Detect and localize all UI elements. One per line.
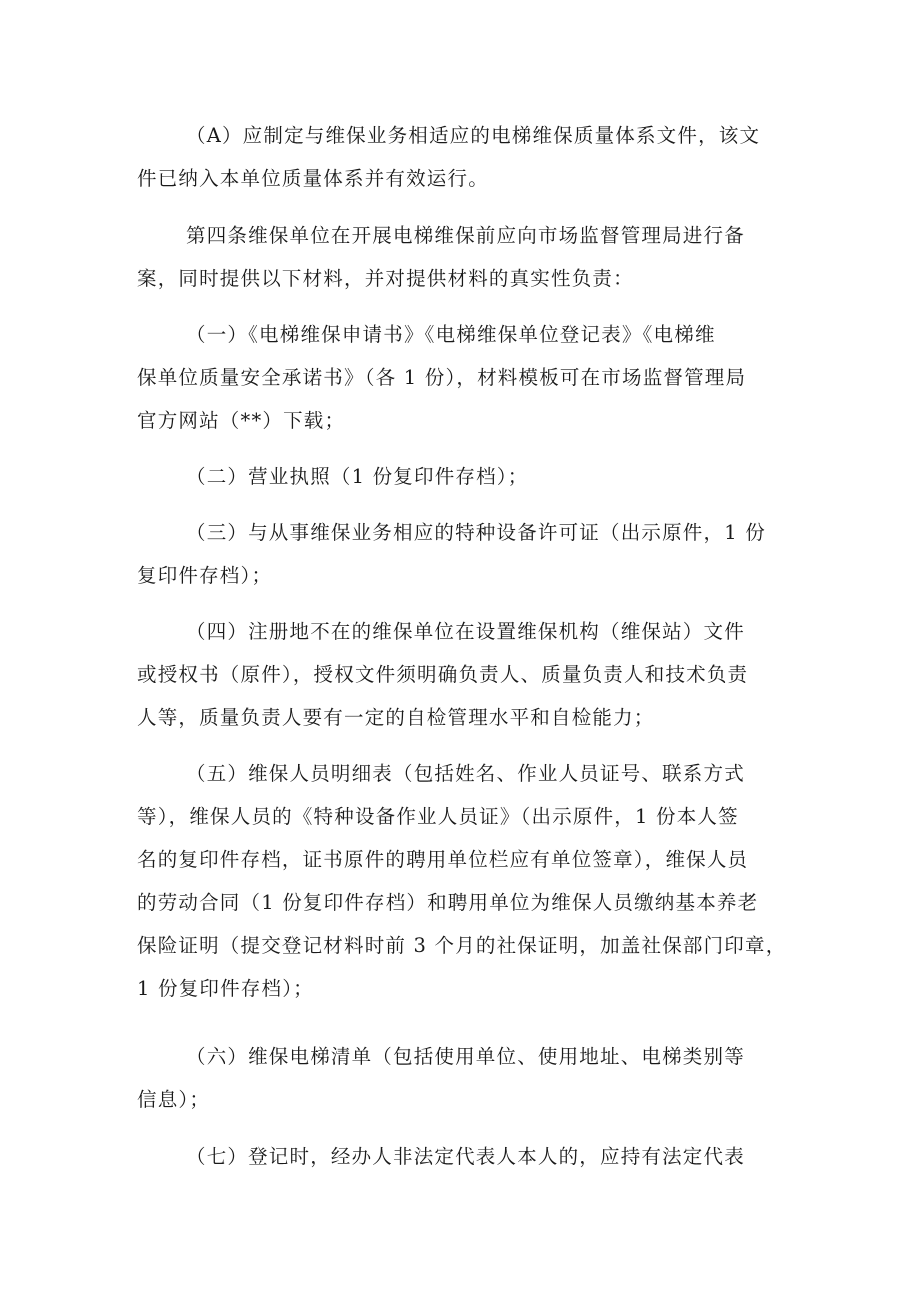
paragraph-line: 复印件存档）；: [137, 564, 273, 587]
paragraph-line: 或授权书（原件），授权文件须明确负责人、质量负责人和技术负责: [137, 663, 749, 686]
paragraph-line: 保险证明（提交登记材料时前 3 个月的社保证明，加盖社保部门印章，: [137, 934, 787, 957]
paragraph-line: 官方网站（**）下载；: [137, 409, 346, 432]
paragraph-line: 第四条维保单位在开展电梯维保前应向市场监督管理局进行备: [186, 224, 745, 247]
paragraph-line: 1 份复印件存档）；: [137, 977, 314, 1000]
paragraph-item-2: [137, 455, 789, 498]
paragraph-line: （六）维保电梯清单（包括使用单位、使用地址、电梯类别等: [186, 1045, 745, 1068]
paragraph-item-5: [137, 752, 789, 1010]
paragraph-line: （七）登记时，经办人非法定代表人本人的，应持有法定代表: [186, 1145, 745, 1168]
paragraph-line: 件已纳入本单位质量体系并有效运行。: [137, 167, 489, 190]
paragraph-line: （四）注册地不在的维保单位在设置维保机构（维保站）文件: [186, 620, 745, 643]
paragraph-line: （一）《电梯维保申请书》《电梯维保单位登记表》《电梯维: [186, 323, 716, 346]
paragraph-line: 保单位质量安全承诺书》（各 1 份），材料模板可在市场监督管理局: [137, 366, 747, 389]
paragraph-line: 人等，质量负责人要有一定的自检管理水平和自检能力；: [137, 706, 655, 729]
paragraph-item-1: [137, 313, 789, 442]
paragraph-line: 案，同时提供以下材料，并对提供材料的真实性负责：: [137, 267, 634, 290]
paragraph-line: 的劳动合同（1 份复印件存档）和聘用单位为维保人员缴纳基本养老: [137, 891, 759, 914]
paragraph-line: （二）营业执照（1 份复印件存档）；: [186, 465, 529, 488]
paragraph-item-7: [137, 1135, 789, 1178]
paragraph-line: 名的复印件存档，证书原件的聘用单位栏应有单位签章），维保人员: [137, 848, 749, 871]
paragraph-item-4: [137, 610, 789, 739]
paragraph-item-3: [137, 511, 789, 597]
paragraph-line: （A）应制定与维保业务相适应的电梯维保质量体系文件，该文: [186, 124, 761, 147]
paragraph-line: 信息）；: [137, 1088, 211, 1111]
paragraph-item-6: [137, 1035, 789, 1121]
paragraph-line: 等），维保人员的《特种设备作业人员证》（出示原件，1 份本人签: [137, 805, 739, 828]
paragraph-article-4: [137, 214, 789, 300]
paragraph-line: （三）与从事维保业务相应的特种设备许可证（出示原件，1 份: [186, 521, 766, 544]
paragraph-quality-system: [137, 114, 789, 200]
paragraph-line: （五）维保人员明细表（包括姓名、作业人员证号、联系方式: [186, 762, 745, 785]
